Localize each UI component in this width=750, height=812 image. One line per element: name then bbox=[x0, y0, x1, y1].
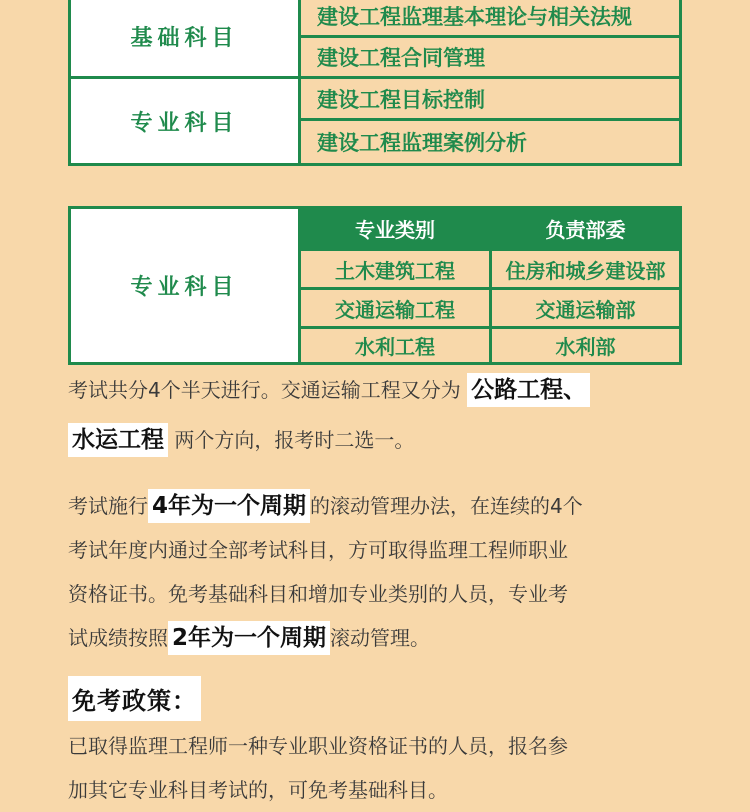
table-cell: 交通运输部 bbox=[492, 290, 679, 326]
table-cell: 土木建筑工程 bbox=[301, 251, 489, 287]
highlight-text: 公路工程、 bbox=[467, 373, 590, 407]
column-header: 专业类别 bbox=[301, 209, 489, 248]
section-title: 免考政策： bbox=[68, 676, 201, 721]
table-label-basic: 基础科目 bbox=[71, 0, 298, 76]
table-item: 建设工程目标控制 bbox=[301, 79, 679, 118]
table-cell: 交通运输工程 bbox=[301, 290, 489, 326]
category-table bbox=[68, 206, 682, 365]
paragraph-line: 考试年度内通过全部考试科目，方可取得监理工程师职业 bbox=[68, 538, 568, 562]
paragraph-line: 已取得监理工程师一种专业职业资格证书的人员，报名参 bbox=[68, 734, 568, 758]
table-cell: 住房和城乡建设部 bbox=[492, 251, 679, 287]
table-label-professional: 专业科目 bbox=[71, 79, 298, 163]
table-label-professional: 专业科目 bbox=[71, 209, 298, 362]
table-cell: 水利工程 bbox=[301, 329, 489, 362]
highlight-text: 2年为一个周期 bbox=[168, 621, 330, 655]
paragraph-text: 两个方向，报考时二选一。 bbox=[174, 428, 415, 452]
table-item: 建设工程合同管理 bbox=[301, 38, 679, 76]
table-item: 建设工程监理基本理论与相关法规 bbox=[301, 0, 679, 35]
highlight-text: 4年为一个周期 bbox=[148, 489, 310, 523]
table-cell: 水利部 bbox=[492, 329, 679, 362]
exam-schedule-paragraph bbox=[68, 370, 688, 466]
exemption-paragraph bbox=[68, 724, 688, 812]
paragraph-text: 的滚动管理办法，在连续的4个 bbox=[310, 494, 583, 518]
paragraph-text: 滚动管理。 bbox=[330, 626, 431, 650]
paragraph-line: 加其它专业科目考试的，可免考基础科目。 bbox=[68, 778, 448, 802]
subjects-table bbox=[68, 0, 682, 166]
highlight-text: 水运工程 bbox=[68, 423, 168, 457]
table-item: 建设工程监理案例分析 bbox=[301, 121, 679, 163]
paragraph-text: 试成绩按照 bbox=[68, 626, 168, 650]
paragraph-text: 考试共分4个半天进行。交通运输工程又分为 bbox=[68, 378, 461, 402]
paragraph-text: 考试施行 bbox=[68, 494, 148, 518]
rolling-management-paragraph bbox=[68, 484, 688, 660]
column-header: 负责部委 bbox=[492, 209, 679, 248]
paragraph-line: 资格证书。免考基础科目和增加专业类别的人员，专业考 bbox=[68, 582, 568, 606]
